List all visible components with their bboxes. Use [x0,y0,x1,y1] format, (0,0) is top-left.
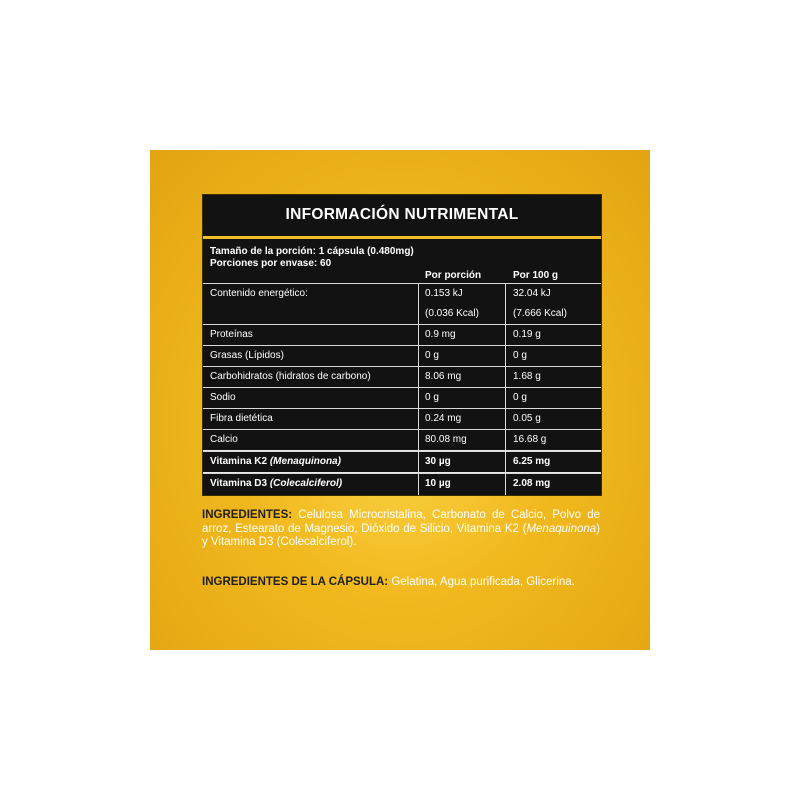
serving-size: Tamaño de la porción: 1 cápsula (0.480mg) [210,246,414,257]
nutrient-name: Contenido energético: [210,288,308,299]
column-divider [418,283,419,495]
nutrient-row-calcium [203,429,601,451]
per-serving-value: 0 g [425,392,439,403]
per-serving-value: 0.9 mg [425,329,456,340]
nutrient-name: Grasas (Lípidos) [210,350,284,361]
nutrient-name: Fibra dietética [210,413,273,424]
per-serving-kcal: (0.036 Kcal) [425,308,479,319]
per-100g-value: 0.19 g [513,329,541,340]
column-divider [505,283,506,495]
capsule-ingredients-text: INGREDIENTES DE LA CÁPSULA: Gelatina, Agua purificada, Glicerina. [202,576,575,588]
capsule-ingredients-label: INGREDIENTES DE LA CÁPSULA: [202,576,389,588]
column-header-per-serving: Por porción [425,270,482,281]
per-serving-value: 0.153 kJ [425,288,463,299]
per-100g-value: 6.25 mg [513,456,551,467]
nutrient-name: Proteínas [210,329,253,340]
nutrient-name: Vitamina K2 (Menaquinona) [210,456,341,467]
per-serving-value: 0 g [425,350,439,361]
per-100g-kcal: (7.666 Kcal) [513,308,567,319]
per-serving-value: 30 µg [425,456,451,467]
per-serving-value: 8.06 mg [425,371,462,382]
per-100g-value: 2.08 mg [513,478,551,489]
nutrient-name: Vitamina D3 (Colecalciferol) [210,478,343,489]
per-100g-value: 0 g [513,350,527,361]
product-panel [150,150,650,650]
per-serving-value: 0.24 mg [425,413,462,424]
nutrient-row-energy [203,283,601,325]
ingredients-text: INGREDIENTES: Celulosa Microcristalina, Carbonato de Calcio, Polvo de arroz, Estearato de Magnesio, Dióxido de Silicio, Vitamina K2 (Menaquinona) y Vitamina D3 (Colecalciferol). [202,509,600,548]
ingredients-label: INGREDIENTES: [202,509,293,521]
per-serving-value: 80.08 mg [425,434,467,445]
servings-per-container: Porciones por envase: 60 [210,258,332,269]
nutrient-name: Carbohidratos (hidratos de carbono) [210,371,371,382]
per-100g-value: 0.05 g [513,413,541,424]
nutrient-row-carbohydrates [203,366,601,388]
per-100g-value: 16.68 g [513,434,547,445]
nutrient-row-vitamin-k2 [203,451,601,473]
nutrient-row-protein [203,324,601,346]
nutrient-row-sodium [203,387,601,409]
per-100g-value: 1.68 g [513,371,541,382]
title-divider [203,236,601,239]
nutrient-row-fat [203,345,601,367]
nutrient-name: Calcio [210,434,238,445]
nutrition-title: INFORMACIÓN NUTRIMENTAL [285,206,519,223]
nutrient-name: Sodio [210,392,236,403]
nutrient-row-vitamin-d3 [203,473,601,495]
nutrient-row-fiber [203,408,601,430]
per-100g-value: 32.04 kJ [513,288,551,299]
per-serving-value: 10 µg [425,478,451,489]
per-100g-value: 0 g [513,392,527,403]
nutrition-facts-table [202,194,602,496]
column-header-per-100g: Por 100 g [513,270,559,281]
